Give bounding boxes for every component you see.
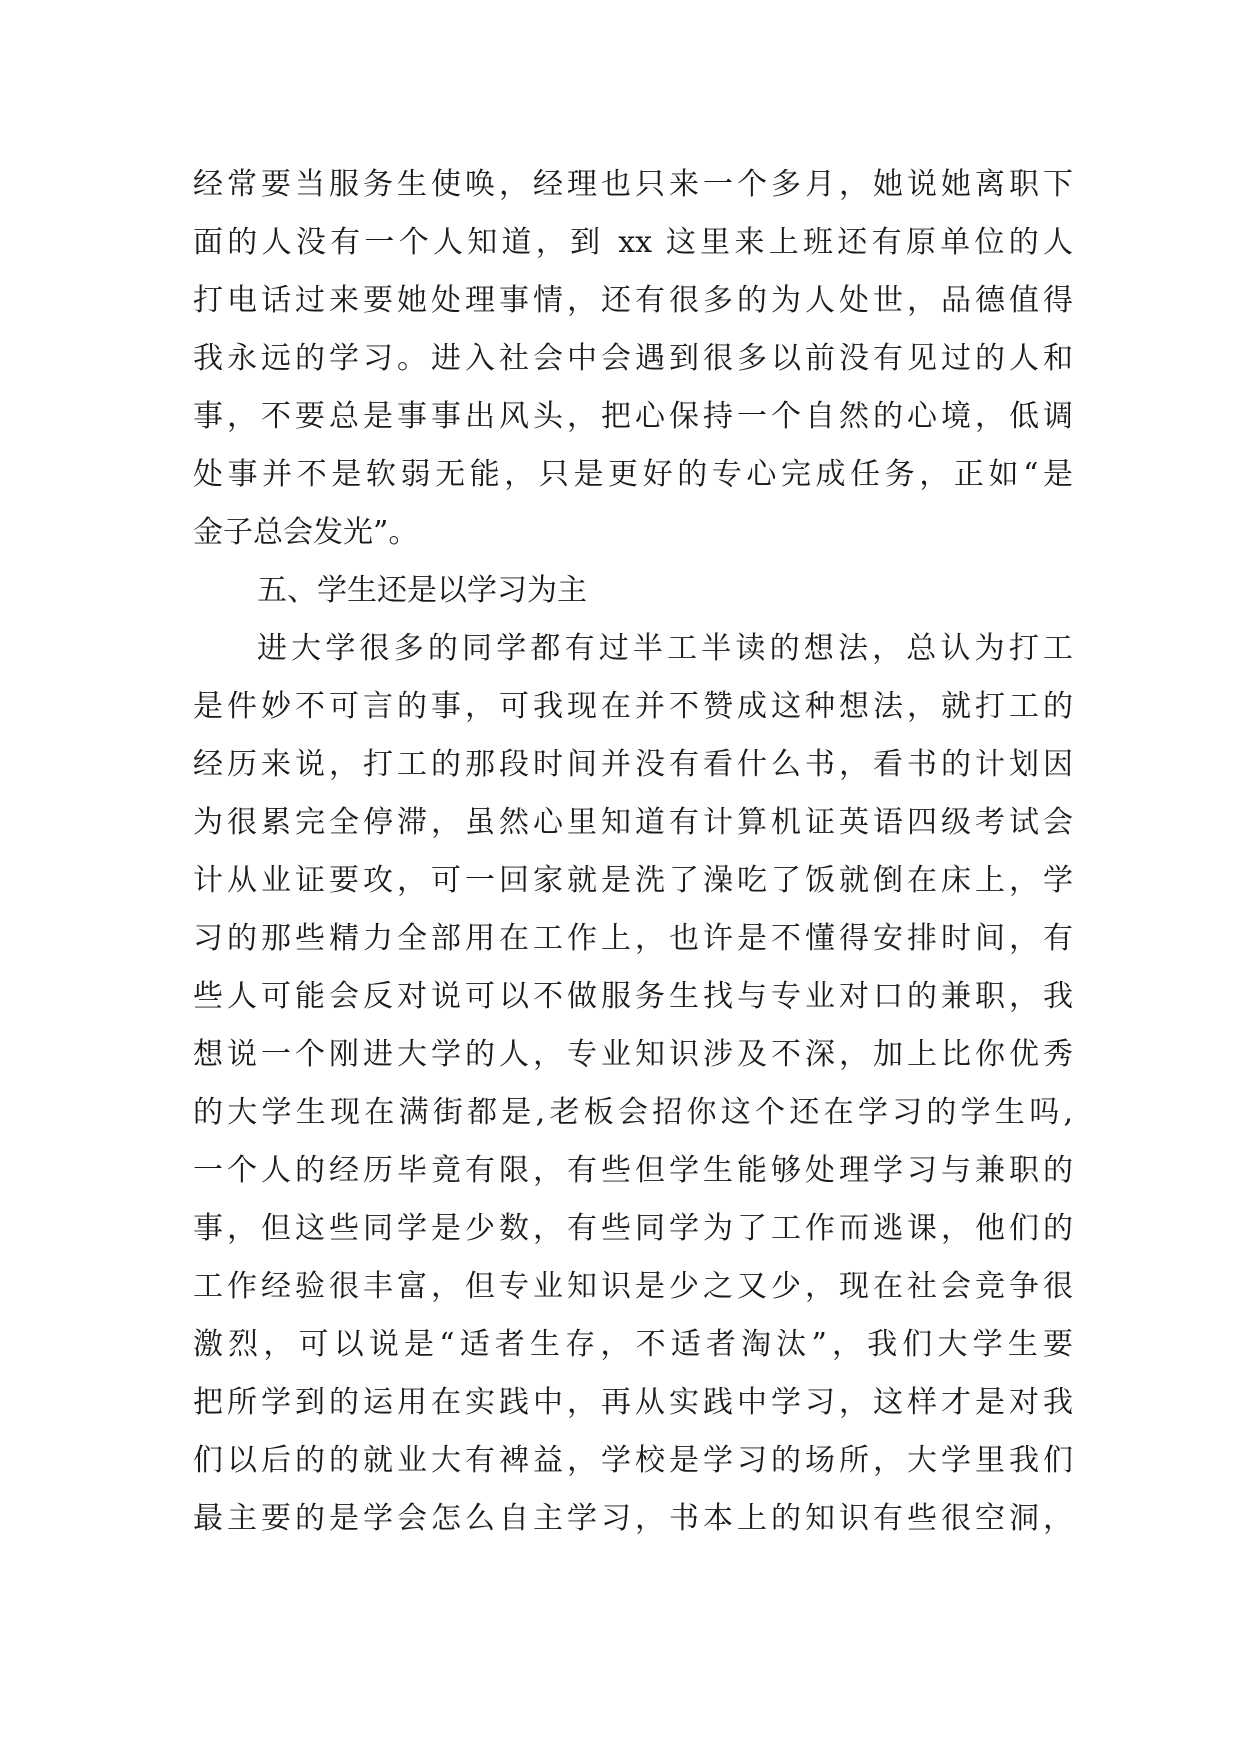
text-line: 面的人没有一个人知道，到 xx 这里来上班还有原单位的人 bbox=[193, 225, 1073, 260]
text-line: 经历来说，打工的那段时间并没有看什么书，看书的计划因 bbox=[193, 747, 1073, 782]
text-line: 经常要当服务生使唤，经理也只来一个多月，她说她离职下 bbox=[193, 167, 1073, 202]
text-line: 想说一个刚进大学的人，专业知识涉及不深，加上比你优秀 bbox=[193, 1037, 1073, 1072]
text-line: 进大学很多的同学都有过半工半读的想法，总认为打工 bbox=[257, 631, 1073, 666]
text-line: 我永远的学习。进入社会中会遇到很多以前没有见过的人和 bbox=[193, 341, 1073, 376]
text-line: 把所学到的运用在实践中，再从实践中学习，这样才是对我 bbox=[193, 1385, 1073, 1420]
paragraph-main bbox=[193, 620, 1073, 1548]
text-line: 最主要的是学会怎么自主学习，书本上的知识有些很空洞， bbox=[193, 1501, 1073, 1536]
paragraph-continued bbox=[193, 156, 1073, 562]
text-line: 一个人的经历毕竟有限，有些但学生能够处理学习与兼职的 bbox=[193, 1153, 1073, 1188]
text-line: 是件妙不可言的事，可我现在并不赞成这种想法，就打工的 bbox=[193, 689, 1073, 724]
document-body bbox=[193, 156, 1073, 1548]
text-line: 打电话过来要她处理事情，还有很多的为人处世，品德值得 bbox=[193, 283, 1073, 318]
text-line: 处事并不是软弱无能，只是更好的专心完成任务，正如“是 bbox=[193, 457, 1073, 492]
text-line: 习的那些精力全部用在工作上，也许是不懂得安排时间，有 bbox=[193, 921, 1073, 956]
text-line: 事，但这些同学是少数，有些同学为了工作而逃课，他们的 bbox=[193, 1211, 1073, 1246]
text-line: 们以后的的就业大有裨益，学校是学习的场所，大学里我们 bbox=[193, 1443, 1073, 1478]
text-line: 些人可能会反对说可以不做服务生找与专业对口的兼职，我 bbox=[193, 979, 1073, 1014]
text-line: 事，不要总是事事出风头，把心保持一个自然的心境，低调 bbox=[193, 399, 1073, 434]
text-line: 激烈，可以说是“适者生存，不适者淘汰”，我们大学生要 bbox=[193, 1327, 1073, 1362]
text-line: 金子总会发光”。 bbox=[193, 515, 419, 550]
section-heading: 五、学生还是以学习为主 bbox=[257, 573, 587, 608]
text-line: 的大学生现在满街都是,老板会招你这个还在学习的学生吗, bbox=[193, 1095, 1073, 1130]
text-line: 为很累完全停滞，虽然心里知道有计算机证英语四级考试会 bbox=[193, 805, 1073, 840]
text-line: 工作经验很丰富，但专业知识是少之又少，现在社会竞争很 bbox=[193, 1269, 1073, 1304]
text-line: 计从业证要攻，可一回家就是洗了澡吃了饭就倒在床上，学 bbox=[193, 863, 1073, 898]
